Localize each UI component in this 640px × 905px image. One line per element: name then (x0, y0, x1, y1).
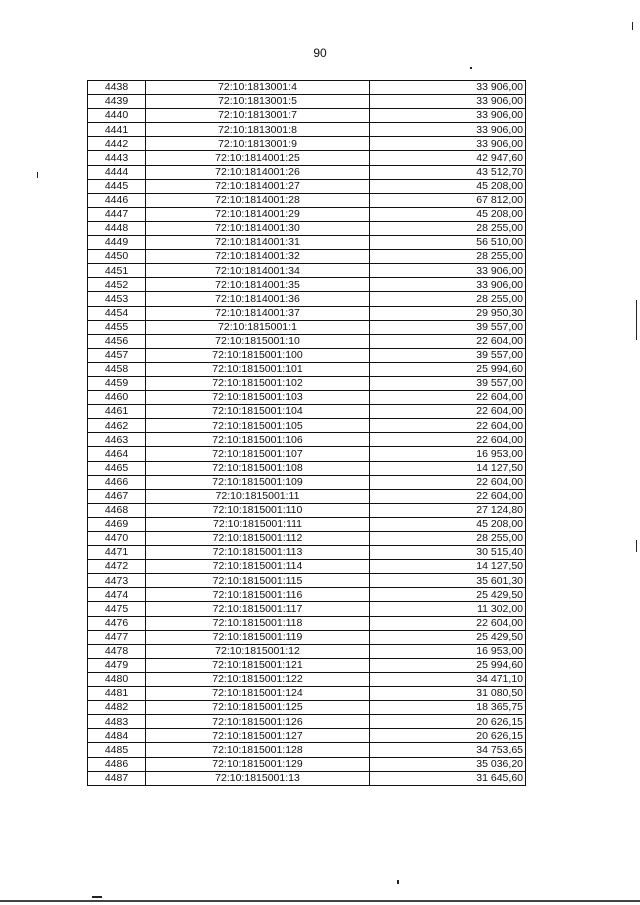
value-cell: 33 906,00 (370, 95, 526, 109)
table-row (88, 334, 526, 348)
row-number-cell: 4448 (88, 221, 146, 235)
value-cell: 11 302,00 (370, 602, 526, 616)
value-cell: 34 471,10 (370, 672, 526, 686)
table-row (88, 461, 526, 475)
cadastral-number-cell: 72:10:1815001:108 (146, 461, 370, 475)
table-row (88, 109, 526, 123)
row-number-cell: 4449 (88, 236, 146, 250)
table-row (88, 574, 526, 588)
value-cell: 28 255,00 (370, 292, 526, 306)
table-row (88, 630, 526, 644)
table-row (88, 616, 526, 630)
cadastral-number-cell: 72:10:1815001:112 (146, 532, 370, 546)
value-cell: 20 626,15 (370, 715, 526, 729)
row-number-cell: 4460 (88, 391, 146, 405)
cadastral-number-cell: 72:10:1815001:109 (146, 475, 370, 489)
table-row (88, 95, 526, 109)
value-cell: 30 515,40 (370, 546, 526, 560)
row-number-cell: 4442 (88, 137, 146, 151)
cadastral-number-cell: 72:10:1815001:101 (146, 362, 370, 376)
cadastral-number-cell: 72:10:1815001:107 (146, 447, 370, 461)
row-number-cell: 4443 (88, 151, 146, 165)
cadastral-number-cell: 72:10:1815001:1 (146, 320, 370, 334)
cadastral-number-cell: 72:10:1815001:129 (146, 757, 370, 771)
page-number: 90 (313, 46, 327, 60)
scan-mark (632, 22, 633, 30)
value-cell: 43 512,70 (370, 165, 526, 179)
table-row (88, 560, 526, 574)
table-row (88, 193, 526, 207)
row-number-cell: 4446 (88, 193, 146, 207)
scan-mark (92, 896, 102, 898)
cadastral-number-cell: 72:10:1814001:25 (146, 151, 370, 165)
value-cell: 25 429,50 (370, 630, 526, 644)
value-cell: 28 255,00 (370, 221, 526, 235)
cadastral-number-cell: 72:10:1815001:117 (146, 602, 370, 616)
row-number-cell: 4451 (88, 264, 146, 278)
value-cell: 16 953,00 (370, 447, 526, 461)
cadastral-number-cell: 72:10:1815001:105 (146, 419, 370, 433)
cadastral-number-cell: 72:10:1815001:13 (146, 771, 370, 785)
table-row (88, 362, 526, 376)
row-number-cell: 4455 (88, 320, 146, 334)
scan-mark (37, 172, 38, 178)
value-cell: 39 557,00 (370, 320, 526, 334)
table-row (88, 137, 526, 151)
value-cell: 31 645,60 (370, 771, 526, 785)
table-row (88, 123, 526, 137)
row-number-cell: 4463 (88, 433, 146, 447)
value-cell: 33 906,00 (370, 109, 526, 123)
table-row (88, 292, 526, 306)
row-number-cell: 4454 (88, 306, 146, 320)
row-number-cell: 4479 (88, 658, 146, 672)
cadastral-number-cell: 72:10:1815001:110 (146, 503, 370, 517)
row-number-cell: 4470 (88, 532, 146, 546)
row-number-cell: 4476 (88, 616, 146, 630)
value-cell: 34 753,65 (370, 743, 526, 757)
value-cell: 22 604,00 (370, 391, 526, 405)
row-number-cell: 4472 (88, 560, 146, 574)
value-cell: 22 604,00 (370, 475, 526, 489)
value-cell: 45 208,00 (370, 517, 526, 531)
value-cell: 35 601,30 (370, 574, 526, 588)
value-cell: 33 906,00 (370, 264, 526, 278)
row-number-cell: 4482 (88, 701, 146, 715)
cadastral-number-cell: 72:10:1815001:125 (146, 701, 370, 715)
row-number-cell: 4478 (88, 644, 146, 658)
cadastral-number-cell: 72:10:1814001:32 (146, 250, 370, 264)
row-number-cell: 4450 (88, 250, 146, 264)
value-cell: 39 557,00 (370, 376, 526, 390)
table-row (88, 757, 526, 771)
table-row (88, 419, 526, 433)
row-number-cell: 4471 (88, 546, 146, 560)
cadastral-number-cell: 72:10:1815001:118 (146, 616, 370, 630)
value-cell: 14 127,50 (370, 461, 526, 475)
value-cell: 22 604,00 (370, 616, 526, 630)
scan-mark (636, 300, 637, 340)
row-number-cell: 4444 (88, 165, 146, 179)
cadastral-number-cell: 72:10:1814001:27 (146, 179, 370, 193)
table-row (88, 588, 526, 602)
row-number-cell: 4439 (88, 95, 146, 109)
row-number-cell: 4483 (88, 715, 146, 729)
cadastral-number-cell: 72:10:1815001:11 (146, 489, 370, 503)
value-cell: 33 906,00 (370, 123, 526, 137)
table-row (88, 81, 526, 95)
row-number-cell: 4481 (88, 687, 146, 701)
table-row (88, 179, 526, 193)
row-number-cell: 4456 (88, 334, 146, 348)
value-cell: 31 080,50 (370, 687, 526, 701)
table-row (88, 405, 526, 419)
value-cell: 22 604,00 (370, 433, 526, 447)
row-number-cell: 4458 (88, 362, 146, 376)
table-row (88, 701, 526, 715)
scan-mark (636, 540, 637, 552)
cadastral-number-cell: 72:10:1815001:124 (146, 687, 370, 701)
row-number-cell: 4468 (88, 503, 146, 517)
row-number-cell: 4445 (88, 179, 146, 193)
value-cell: 67 812,00 (370, 193, 526, 207)
table-row (88, 348, 526, 362)
row-number-cell: 4461 (88, 405, 146, 419)
cadastral-number-cell: 72:10:1815001:116 (146, 588, 370, 602)
table-row (88, 376, 526, 390)
table-row (88, 532, 526, 546)
value-cell: 27 124,80 (370, 503, 526, 517)
value-cell: 29 950,30 (370, 306, 526, 320)
value-cell: 33 906,00 (370, 81, 526, 95)
value-cell: 39 557,00 (370, 348, 526, 362)
table-row (88, 278, 526, 292)
table-row (88, 207, 526, 221)
row-number-cell: 4474 (88, 588, 146, 602)
value-cell: 45 208,00 (370, 179, 526, 193)
value-cell: 56 510,00 (370, 236, 526, 250)
table-row (88, 503, 526, 517)
cadastral-number-cell: 72:10:1815001:10 (146, 334, 370, 348)
value-cell: 45 208,00 (370, 207, 526, 221)
row-number-cell: 4453 (88, 292, 146, 306)
row-number-cell: 4459 (88, 376, 146, 390)
value-cell: 20 626,15 (370, 729, 526, 743)
table-row (88, 771, 526, 785)
cadastral-number-cell: 72:10:1814001:36 (146, 292, 370, 306)
cadastral-number-cell: 72:10:1815001:127 (146, 729, 370, 743)
table-row (88, 320, 526, 334)
row-number-cell: 4438 (88, 81, 146, 95)
cadastral-number-cell: 72:10:1815001:115 (146, 574, 370, 588)
table-body (88, 81, 526, 786)
cadastral-number-cell: 72:10:1815001:12 (146, 644, 370, 658)
table-row (88, 489, 526, 503)
row-number-cell: 4462 (88, 419, 146, 433)
row-number-cell: 4464 (88, 447, 146, 461)
table-row (88, 236, 526, 250)
value-cell: 28 255,00 (370, 532, 526, 546)
cadastral-number-cell: 72:10:1813001:9 (146, 137, 370, 151)
cadastral-number-cell: 72:10:1815001:122 (146, 672, 370, 686)
cadastral-number-cell: 72:10:1814001:35 (146, 278, 370, 292)
row-number-cell: 4447 (88, 207, 146, 221)
value-cell: 25 429,50 (370, 588, 526, 602)
table-row (88, 391, 526, 405)
cadastral-number-cell: 72:10:1814001:37 (146, 306, 370, 320)
row-number-cell: 4484 (88, 729, 146, 743)
value-cell: 25 994,60 (370, 658, 526, 672)
cadastral-number-cell: 72:10:1814001:30 (146, 221, 370, 235)
table-row (88, 517, 526, 531)
row-number-cell: 4485 (88, 743, 146, 757)
table-row (88, 715, 526, 729)
value-cell: 35 036,20 (370, 757, 526, 771)
cadastral-number-cell: 72:10:1815001:114 (146, 560, 370, 574)
table-row (88, 306, 526, 320)
table-row (88, 743, 526, 757)
row-number-cell: 4469 (88, 517, 146, 531)
scan-mark (470, 67, 472, 69)
cadastral-number-cell: 72:10:1814001:31 (146, 236, 370, 250)
table-row (88, 546, 526, 560)
row-number-cell: 4466 (88, 475, 146, 489)
table-row (88, 250, 526, 264)
value-cell: 22 604,00 (370, 334, 526, 348)
row-number-cell: 4475 (88, 602, 146, 616)
value-cell: 42 947,60 (370, 151, 526, 165)
cadastral-number-cell: 72:10:1815001:103 (146, 391, 370, 405)
table-row (88, 151, 526, 165)
cadastral-number-cell: 72:10:1815001:104 (146, 405, 370, 419)
table-row (88, 165, 526, 179)
table-row (88, 433, 526, 447)
row-number-cell: 4473 (88, 574, 146, 588)
value-cell: 22 604,00 (370, 489, 526, 503)
row-number-cell: 4465 (88, 461, 146, 475)
table-row (88, 221, 526, 235)
cadastral-number-cell: 72:10:1815001:106 (146, 433, 370, 447)
table-row (88, 644, 526, 658)
value-cell: 16 953,00 (370, 644, 526, 658)
table-row (88, 447, 526, 461)
table-row (88, 672, 526, 686)
row-number-cell: 4457 (88, 348, 146, 362)
table-row (88, 475, 526, 489)
cadastral-number-cell: 72:10:1815001:111 (146, 517, 370, 531)
row-number-cell: 4467 (88, 489, 146, 503)
row-number-cell: 4452 (88, 278, 146, 292)
cadastral-number-cell: 72:10:1814001:29 (146, 207, 370, 221)
table-row (88, 602, 526, 616)
cadastral-number-cell: 72:10:1813001:4 (146, 81, 370, 95)
row-number-cell: 4486 (88, 757, 146, 771)
value-cell: 18 365,75 (370, 701, 526, 715)
table-row (88, 658, 526, 672)
cadastral-number-cell: 72:10:1814001:34 (146, 264, 370, 278)
row-number-cell: 4440 (88, 109, 146, 123)
cadastral-number-cell: 72:10:1813001:8 (146, 123, 370, 137)
cadastral-number-cell: 72:10:1813001:7 (146, 109, 370, 123)
cadastral-number-cell: 72:10:1814001:26 (146, 165, 370, 179)
cadastral-number-cell: 72:10:1815001:113 (146, 546, 370, 560)
scan-mark (397, 880, 399, 884)
value-cell: 33 906,00 (370, 278, 526, 292)
cadastral-number-cell: 72:10:1815001:102 (146, 376, 370, 390)
table-row (88, 264, 526, 278)
cadastral-number-cell: 72:10:1815001:126 (146, 715, 370, 729)
value-cell: 28 255,00 (370, 250, 526, 264)
table-row (88, 729, 526, 743)
page-edge (0, 900, 640, 902)
cadastral-number-cell: 72:10:1815001:119 (146, 630, 370, 644)
cadastral-value-table (87, 80, 526, 786)
row-number-cell: 4487 (88, 771, 146, 785)
cadastral-number-cell: 72:10:1814001:28 (146, 193, 370, 207)
cadastral-number-cell: 72:10:1815001:128 (146, 743, 370, 757)
row-number-cell: 4441 (88, 123, 146, 137)
cadastral-number-cell: 72:10:1815001:121 (146, 658, 370, 672)
table-row (88, 687, 526, 701)
value-cell: 33 906,00 (370, 137, 526, 151)
cadastral-number-cell: 72:10:1815001:100 (146, 348, 370, 362)
cadastral-number-cell: 72:10:1813001:5 (146, 95, 370, 109)
value-cell: 14 127,50 (370, 560, 526, 574)
row-number-cell: 4477 (88, 630, 146, 644)
value-cell: 25 994,60 (370, 362, 526, 376)
value-cell: 22 604,00 (370, 405, 526, 419)
row-number-cell: 4480 (88, 672, 146, 686)
value-cell: 22 604,00 (370, 419, 526, 433)
